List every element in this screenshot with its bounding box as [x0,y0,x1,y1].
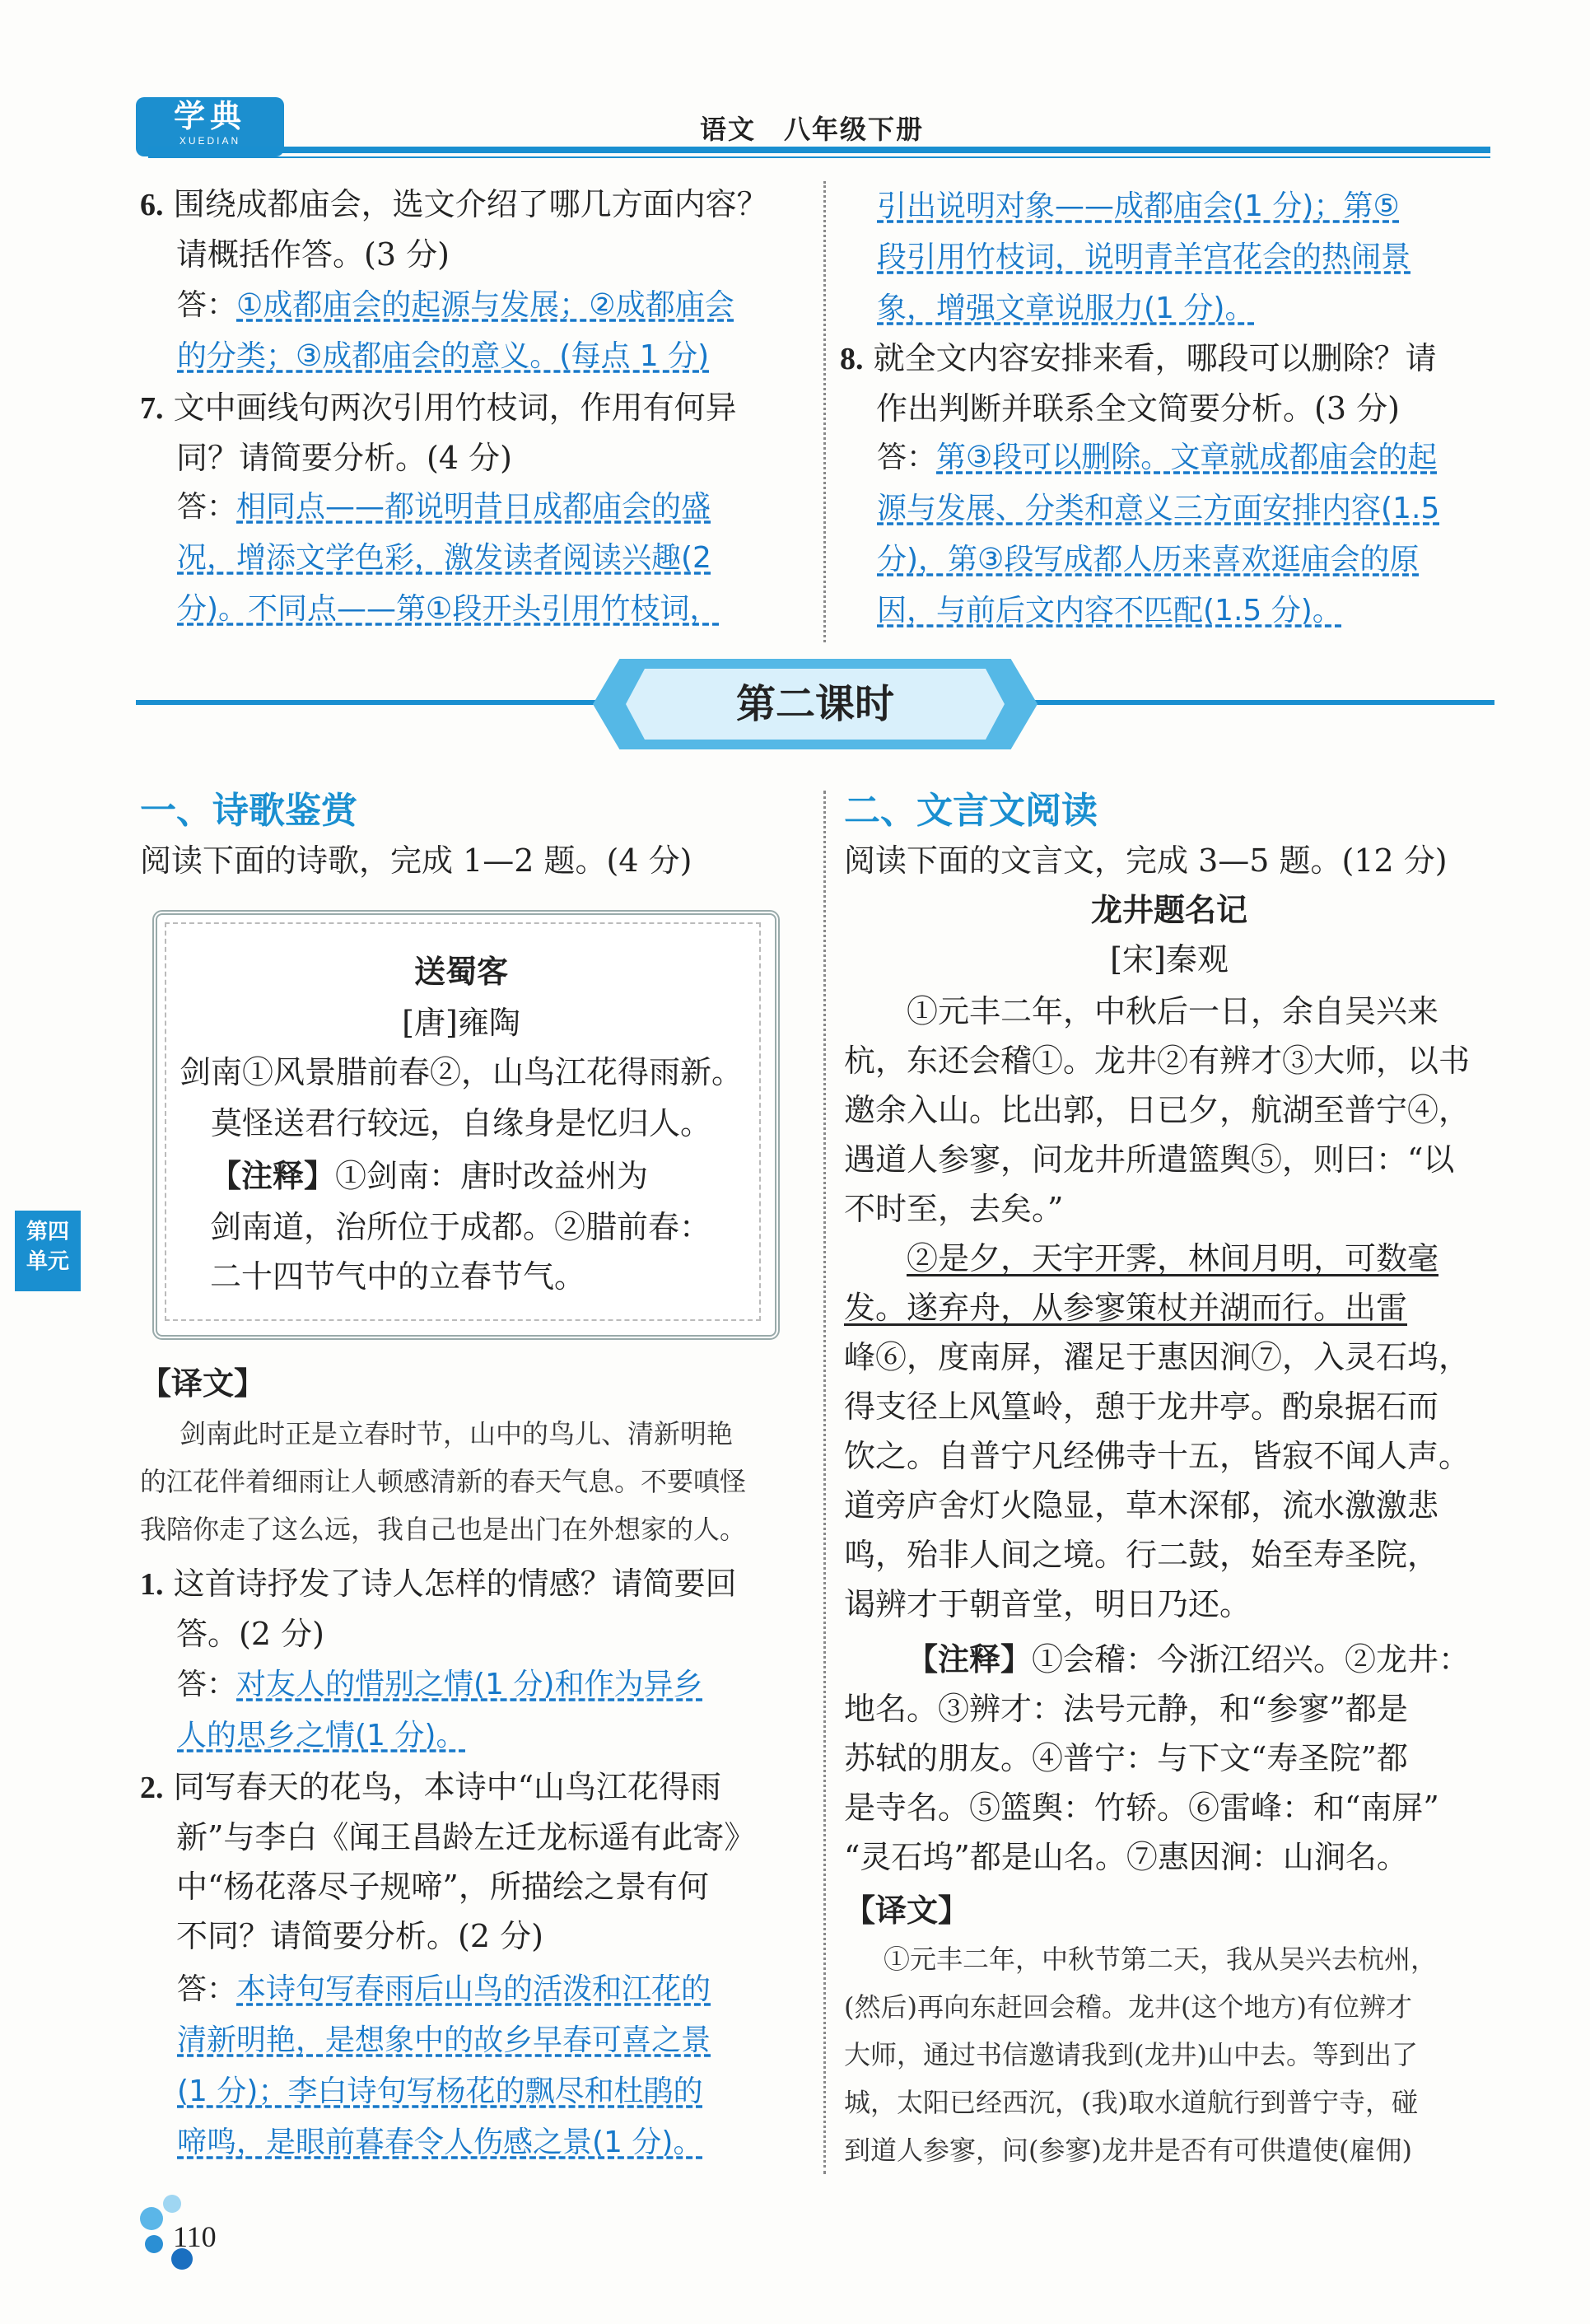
q7-answer-continued [877,181,1410,334]
logo-en: XUEDIAN [179,135,241,147]
essay-paragraph-2 [844,1234,1470,1629]
q7-number: 7. [140,391,164,426]
q6-answer-label: 答： [177,288,237,322]
essay-note-3: 苏轼的朋友。④普宁：与下文“寿圣院”都 [844,1740,1408,1776]
classical-intro: 阅读下面的文言文，完成 3—5 题。(12 分) [844,842,1448,879]
essay-translation [844,1935,1437,2174]
q2-answer [177,1964,711,2168]
decor-dot-icon [145,2235,163,2253]
q6-answer [177,280,734,382]
q8-text-1: 就全文内容安排来看，哪段可以删除？请 [873,340,1437,376]
unit-tab-line-2: 单元 [26,1249,69,1274]
unit-tab-line-1: 第四 [26,1220,69,1244]
poem-line-2: 莫怪送君行较远，自缘身是忆归人。 [210,1105,711,1141]
essay-note-2: 地名。③辨才：法号元静，和“参寥”都是 [844,1691,1408,1727]
column-divider-bottom [823,791,826,2174]
poem-translation-3: 我陪你走了这么远，我自己也是出门在外想家的人。 [140,1514,747,1545]
q2-answer-3: (1 分)；李白诗句写杨花的飘尽和杜鹃的 [177,2074,703,2108]
q1-answer-label: 答： [177,1668,237,1701]
question-8 [840,334,1437,433]
column-divider-top [823,181,826,642]
poem-note-2: 剑南道，治所位于成都。②腊前春： [210,1209,711,1245]
q2-answer-2: 清新明艳，是想象中的故乡早春可喜之景 [177,2023,711,2057]
poetry-intro: 阅读下面的诗歌，完成 1—2 题。(4 分) [140,842,692,879]
essay-p2-line-5: 饮之。自普宁凡经佛寺十五，皆寂不闻人声。 [844,1438,1471,1474]
essay-p1-line-1: ①元丰二年，中秋后一日，余自吴兴来 [907,993,1439,1029]
decor-dot-icon [140,2207,163,2230]
q6-answer-1: ①成都庙会的起源与发展；②成都庙会 [236,288,734,322]
essay-translation-1: ①元丰二年，中秋节第二天，我从吴兴去杭州， [884,1944,1438,1975]
essay-author: [宋]秦观 [1110,941,1229,978]
essay-note-5: “灵石坞”都是山名。⑦惠因涧：山涧名。 [844,1839,1408,1875]
q7-text-2: 同？请简要分析。(4 分) [176,440,512,476]
q7-answer [177,482,719,635]
essay-translation-2: (然后)再向东赶回会稽。龙井(这个地方)有位辨才 [844,1991,1412,2023]
question-7 [140,383,737,483]
essay-note-label: 【注释】 [907,1641,1033,1678]
q7-answer-2: 况，增添文学色彩，激发读者阅读兴趣(2 [177,541,711,575]
unit-side-tab [15,1211,81,1291]
q6-text-1: 围绕成都庙会，选文介绍了哪几方面内容？ [173,186,768,222]
essay-title: 龙井题名记 [1090,892,1247,928]
essay-p2-line-6: 道旁庐舍灯火隐显，草木深郁，流水激激悲 [844,1487,1439,1524]
essay-notes [844,1635,1470,1882]
poem-note-label: 【注释】 [210,1158,336,1194]
lesson-title: 第二课时 [735,681,894,727]
poem-note-1: ①剑南：唐时改益州为 [335,1158,649,1194]
poem-translation-1: 剑南此时正是立春时节，山中的鸟儿、清新明艳 [180,1418,734,1449]
essay-translation-5: 到道人参寥，问(参寥)龙井是否有可供遣使(雇佣) [844,2135,1412,2166]
question-1 [140,1559,737,1659]
q2-answer-1: 本诗句写春雨后山鸟的活泼和江花的 [236,1972,711,2006]
essay-p1-line-2: 杭，东还会稽①。龙井②有辨才③大师，以书 [844,1043,1471,1079]
essay-translation-3: 大师，通过书信邀请我到(龙井)山中去。等到出了 [844,2039,1418,2070]
question-2 [140,1762,755,1961]
essay-translation-4: 城，太阳已经西沉，(我)取水道航行到普宁寺，碰 [844,2087,1418,2118]
q8-answer-1: 第③段可以删除。文章就成都庙会的起 [936,441,1438,474]
essay-translation-label: 【译文】 [844,1892,970,1929]
q2-number: 2. [140,1771,164,1805]
essay-note-4: 是寺名。⑤篮舆：竹轿。⑥雷峰：和“南屏” [844,1790,1439,1826]
q7-answer-1: 相同点——都说明昔日成都庙会的盛 [236,490,711,524]
essay-p1-line-3: 邀余入山。比出郭，日已夕，航湖至普宁④， [844,1092,1471,1128]
essay-note-1: ①会稽：今浙江绍兴。②龙井： [1032,1641,1471,1678]
section-heading-classical: 二、文言文阅读 [844,790,1098,832]
poem-author: [唐]雍陶 [402,1005,520,1041]
q2-answer-label: 答： [177,1972,237,2006]
essay-p2-line-4: 得支径上风篁岭，憩于龙井亭。酌泉据石而 [844,1388,1439,1425]
q1-answer-1: 对友人的惜别之情(1 分)和作为异乡 [236,1668,703,1701]
q1-number: 1. [140,1567,164,1602]
essay-p2-line-3: 峰⑥，度南屏，濯足于惠因涧⑦，入灵石坞， [844,1339,1471,1375]
q1-answer [177,1659,702,1762]
q8-answer-2: 源与发展、分类和意义三方面安排内容(1.5 [877,492,1440,525]
poem-notes [210,1151,648,1201]
q7-answer-label: 答： [177,490,237,524]
q1-text-2: 答。(2 分) [176,1616,324,1652]
essay-p2-line-2: 发。遂弃舟，从参寥策杖并湖而行。出雷 [844,1290,1408,1326]
logo-cn: 学典 [173,97,246,134]
q2-answer-4: 啼鸣，是眼前暮春令人伤感之景(1 分)。 [177,2126,703,2159]
q8-answer-label: 答： [877,441,937,474]
q8-answer-3: 分)，第③段写成都人历来喜欢逛庙会的原 [877,543,1420,576]
page-number: 110 [173,2220,217,2253]
essay-p1-line-5: 不时至，去矣。” [844,1191,1064,1227]
q7-answer-3: 分)。不同点——第①段开头引用竹枝词， [177,592,720,626]
q1-text-1: 这首诗抒发了诗人怎样的情感？请简要回 [173,1566,737,1602]
q6-text-2: 请概括作答。(3 分) [176,236,450,273]
q8-answer [877,432,1439,637]
question-6 [140,180,768,279]
q2-text-3: 中“杨花落尽子规啼”，所描绘之景有何 [176,1869,709,1905]
q2-text-2: 新”与李白《闻王昌龄左迁龙标遥有此寄》 [176,1819,756,1855]
q8-number: 8. [840,342,864,376]
essay-p2-line-1: ②是夕，天宇开霁，林间月明，可数毫 [907,1240,1439,1276]
q8-text-2: 作出判断并联系全文简要分析。(3 分) [876,390,1400,427]
q7-answer-4: 引出说明对象——成都庙会(1 分)；第⑤ [877,189,1400,223]
essay-p1-line-4: 遇道人参寥，问龙井所遣篮舆⑤，则曰：“以 [844,1141,1455,1178]
q1-answer-2: 人的思乡之情(1 分)。 [177,1719,466,1752]
q7-answer-5: 段引用竹枝词，说明青羊宫花会的热闹景 [877,240,1411,274]
header-rule [148,147,1490,153]
q8-answer-4: 因，与前后文内容不匹配(1.5 分)。 [877,594,1342,628]
poem-translation-2: 的江花伴着细雨让人顿感清新的春天气息。不要嗔怪 [140,1466,747,1497]
q2-text-1: 同写春天的花鸟，本诗中“山鸟江花得雨 [173,1769,722,1805]
poem-title: 送蜀客 [413,954,508,990]
q6-answer-2: 的分类；③成都庙会的意义。(每点 1 分) [177,339,710,373]
decor-dot-icon [163,2195,181,2213]
q7-answer-6: 象，增强文章说服力(1 分)。 [877,292,1255,325]
header-rule-thin [148,156,1490,158]
essay-paragraph-1 [844,987,1470,1234]
q7-text-1: 文中画线句两次引用竹枝词，作用有何异 [173,390,737,426]
poem-line-1: 剑南①风景腊前春②，山鸟江花得雨新。 [179,1054,743,1090]
q2-text-4: 不同？请简要分析。(2 分) [176,1918,543,1954]
section-heading-poetry: 一、诗歌鉴赏 [140,790,357,832]
q6-number: 6. [140,188,164,222]
essay-p2-line-8: 谒辨才于朝音堂，明日乃还。 [844,1586,1252,1622]
poem-note-3: 二十四节气中的立春节气。 [210,1258,586,1295]
poem-translation-label: 【译文】 [140,1365,266,1402]
subject-title: 语文 八年级下册 [700,114,925,145]
essay-p2-line-7: 鸣，殆非人间之境。行二鼓，始至寿圣院， [844,1537,1439,1573]
